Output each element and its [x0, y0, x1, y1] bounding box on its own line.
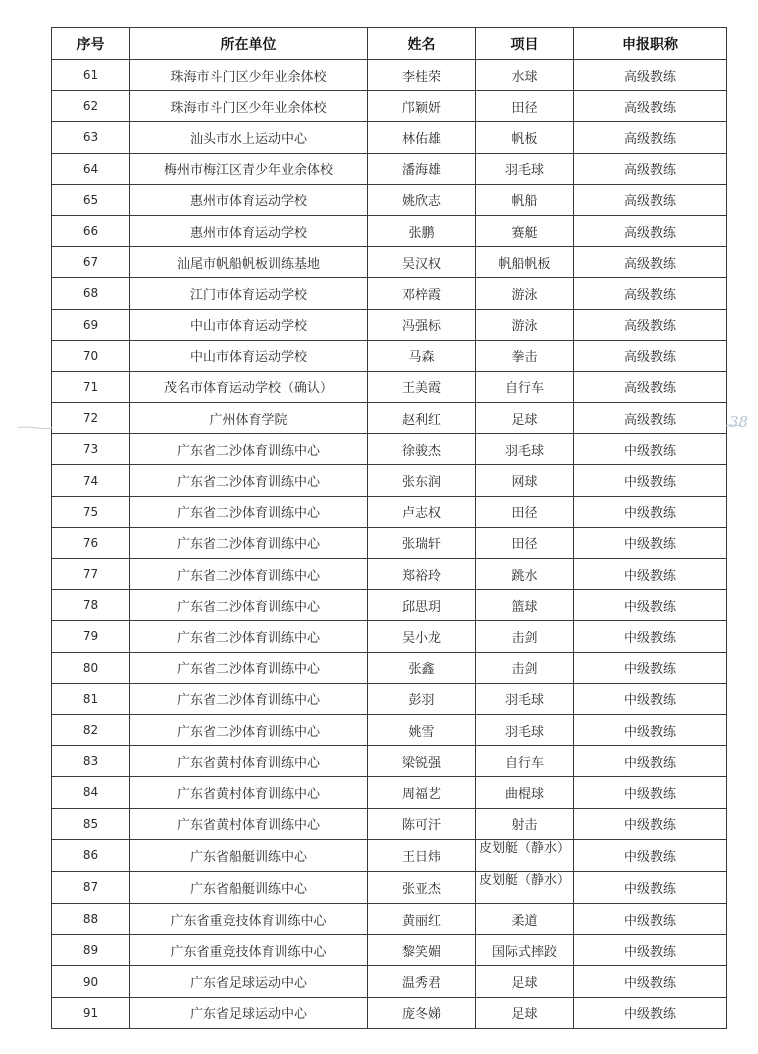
cell-name: 王日炜 [368, 839, 476, 871]
cell-index: 74 [52, 465, 130, 496]
cell-index: 64 [52, 153, 130, 184]
table-row [52, 966, 727, 997]
cell-name: 潘海雄 [368, 153, 476, 184]
cell-name: 周福艺 [368, 777, 476, 808]
cell-title: 中级教练 [574, 997, 727, 1028]
cell-index: 67 [52, 247, 130, 278]
cell-name: 彭羽 [368, 683, 476, 714]
cell-title: 中级教练 [574, 904, 727, 935]
cell-title: 中级教练 [574, 839, 727, 871]
cell-unit: 江门市体育运动学校 [130, 278, 368, 309]
cell-sport: 游泳 [476, 278, 574, 309]
cell-unit: 梅州市梅江区青少年业余体校 [130, 153, 368, 184]
cell-index: 89 [52, 935, 130, 966]
cell-name: 吴小龙 [368, 621, 476, 652]
cell-sport: 羽毛球 [476, 153, 574, 184]
cell-unit: 惠州市体育运动学校 [130, 215, 368, 246]
table-row [52, 434, 727, 465]
cell-sport: 柔道 [476, 904, 574, 935]
cell-sport: 田径 [476, 527, 574, 558]
cell-index: 75 [52, 496, 130, 527]
table-row [52, 215, 727, 246]
cell-sport: 帆板 [476, 122, 574, 153]
table-row [52, 278, 727, 309]
cell-unit: 广东省船艇训练中心 [130, 839, 368, 871]
cell-unit: 广东省二沙体育训练中心 [130, 465, 368, 496]
cell-unit: 广东省二沙体育训练中心 [130, 652, 368, 683]
cell-sport: 国际式摔跤 [476, 935, 574, 966]
cell-index: 81 [52, 683, 130, 714]
table-row [52, 60, 727, 91]
table-row [52, 621, 727, 652]
cell-unit: 珠海市斗门区少年业余体校 [130, 91, 368, 122]
cell-title: 中级教练 [574, 496, 727, 527]
cell-sport: 足球 [476, 966, 574, 997]
cell-title: 高级教练 [574, 278, 727, 309]
cell-title: 中级教练 [574, 714, 727, 745]
cell-unit: 广东省黄村体育训练中心 [130, 746, 368, 777]
cell-index: 90 [52, 966, 130, 997]
cell-unit: 广东省重竞技体育训练中心 [130, 904, 368, 935]
table-row [52, 559, 727, 590]
cell-title: 中级教练 [574, 683, 727, 714]
table-row [52, 871, 727, 903]
cell-name: 林佑雄 [368, 122, 476, 153]
margin-page-note: 38 [729, 413, 749, 431]
cell-sport: 网球 [476, 465, 574, 496]
cell-title: 中级教练 [574, 621, 727, 652]
cell-title: 高级教练 [574, 91, 727, 122]
cell-title: 中级教练 [574, 871, 727, 903]
table-row [52, 527, 727, 558]
cell-index: 61 [52, 60, 130, 91]
cell-index: 63 [52, 122, 130, 153]
cell-index: 80 [52, 652, 130, 683]
cell-sport: 羽毛球 [476, 683, 574, 714]
cell-sport: 拳击 [476, 340, 574, 371]
cell-name: 张鑫 [368, 652, 476, 683]
cell-title: 高级教练 [574, 153, 727, 184]
cell-title: 中级教练 [574, 652, 727, 683]
cell-title: 中级教练 [574, 808, 727, 839]
cell-name: 冯强标 [368, 309, 476, 340]
cell-index: 73 [52, 434, 130, 465]
cell-title: 高级教练 [574, 215, 727, 246]
table-row [52, 590, 727, 621]
table-row [52, 935, 727, 966]
cell-name: 郑裕玲 [368, 559, 476, 590]
header-name: 姓名 [368, 28, 476, 60]
cell-title: 高级教练 [574, 309, 727, 340]
cell-title: 中级教练 [574, 777, 727, 808]
table-row [52, 839, 727, 871]
cell-unit: 惠州市体育运动学校 [130, 184, 368, 215]
cell-index: 66 [52, 215, 130, 246]
cell-name: 张瑞轩 [368, 527, 476, 558]
cell-name: 陈可汗 [368, 808, 476, 839]
table-row [52, 808, 727, 839]
cell-title: 中级教练 [574, 527, 727, 558]
cell-unit: 广东省二沙体育训练中心 [130, 590, 368, 621]
cell-name: 黄丽红 [368, 904, 476, 935]
table-row [52, 91, 727, 122]
cell-unit: 广东省重竞技体育训练中心 [130, 935, 368, 966]
cell-name: 邓梓霞 [368, 278, 476, 309]
cell-title: 高级教练 [574, 403, 727, 434]
cell-index: 84 [52, 777, 130, 808]
cell-sport: 皮划艇（静水） [476, 839, 574, 871]
cell-sport: 田径 [476, 496, 574, 527]
cell-unit: 中山市体育运动学校 [130, 340, 368, 371]
table-row [52, 403, 727, 434]
cell-index: 82 [52, 714, 130, 745]
cell-name: 张鹏 [368, 215, 476, 246]
cell-sport: 帆船 [476, 184, 574, 215]
cell-title: 高级教练 [574, 60, 727, 91]
cell-index: 72 [52, 403, 130, 434]
coach-title-table [51, 27, 727, 1029]
cell-name: 梁锐强 [368, 746, 476, 777]
cell-unit: 广东省二沙体育训练中心 [130, 559, 368, 590]
cell-sport: 自行车 [476, 371, 574, 402]
header-index: 序号 [52, 28, 130, 60]
cell-sport: 水球 [476, 60, 574, 91]
cell-name: 邝颖妍 [368, 91, 476, 122]
cell-sport: 田径 [476, 91, 574, 122]
cell-sport: 自行车 [476, 746, 574, 777]
table-row [52, 777, 727, 808]
table-row [52, 247, 727, 278]
cell-sport: 足球 [476, 403, 574, 434]
cell-unit: 广东省二沙体育训练中心 [130, 714, 368, 745]
cell-name: 姚欣志 [368, 184, 476, 215]
header-unit: 所在单位 [130, 28, 368, 60]
cell-title: 高级教练 [574, 184, 727, 215]
table-row [52, 496, 727, 527]
cell-unit: 广东省二沙体育训练中心 [130, 527, 368, 558]
cell-unit: 汕尾市帆船帆板训练基地 [130, 247, 368, 278]
cell-name: 张东润 [368, 465, 476, 496]
cell-index: 79 [52, 621, 130, 652]
cell-title: 高级教练 [574, 340, 727, 371]
cell-unit: 中山市体育运动学校 [130, 309, 368, 340]
cell-unit: 茂名市体育运动学校（确认） [130, 371, 368, 402]
cell-name: 邱思玥 [368, 590, 476, 621]
table-row [52, 153, 727, 184]
header-title: 申报职称 [574, 28, 727, 60]
table-row [52, 714, 727, 745]
table-row [52, 652, 727, 683]
cell-index: 91 [52, 997, 130, 1028]
table-row [52, 904, 727, 935]
cell-sport: 射击 [476, 808, 574, 839]
cell-sport: 篮球 [476, 590, 574, 621]
cell-title: 高级教练 [574, 371, 727, 402]
table-row [52, 309, 727, 340]
cell-index: 77 [52, 559, 130, 590]
cell-index: 69 [52, 309, 130, 340]
table-row [52, 371, 727, 402]
cell-index: 65 [52, 184, 130, 215]
cell-sport: 羽毛球 [476, 434, 574, 465]
cell-title: 中级教练 [574, 966, 727, 997]
cell-sport: 跳水 [476, 559, 574, 590]
table-row [52, 683, 727, 714]
cell-title: 高级教练 [574, 247, 727, 278]
cell-unit: 广东省二沙体育训练中心 [130, 621, 368, 652]
cell-name: 吴汉权 [368, 247, 476, 278]
table-row [52, 340, 727, 371]
pencil-mark-left [18, 426, 52, 429]
cell-index: 85 [52, 808, 130, 839]
table-row [52, 184, 727, 215]
cell-name: 徐骏杰 [368, 434, 476, 465]
cell-name: 王美霞 [368, 371, 476, 402]
cell-sport: 游泳 [476, 309, 574, 340]
cell-unit: 广东省二沙体育训练中心 [130, 683, 368, 714]
cell-name: 黎笑媚 [368, 935, 476, 966]
cell-index: 76 [52, 527, 130, 558]
cell-name: 张亚杰 [368, 871, 476, 903]
cell-title: 中级教练 [574, 465, 727, 496]
cell-unit: 广东省黄村体育训练中心 [130, 808, 368, 839]
cell-index: 78 [52, 590, 130, 621]
cell-name: 马森 [368, 340, 476, 371]
cell-sport: 羽毛球 [476, 714, 574, 745]
cell-title: 中级教练 [574, 590, 727, 621]
table-header-row [52, 28, 727, 60]
cell-name: 温秀君 [368, 966, 476, 997]
cell-index: 83 [52, 746, 130, 777]
cell-sport: 皮划艇（静水） [476, 871, 574, 903]
cell-name: 李桂荣 [368, 60, 476, 91]
cell-unit: 广东省足球运动中心 [130, 966, 368, 997]
cell-sport: 赛艇 [476, 215, 574, 246]
cell-title: 高级教练 [574, 122, 727, 153]
cell-unit: 广东省二沙体育训练中心 [130, 496, 368, 527]
cell-index: 68 [52, 278, 130, 309]
cell-title: 中级教练 [574, 935, 727, 966]
cell-sport: 击剑 [476, 652, 574, 683]
cell-sport: 击剑 [476, 621, 574, 652]
cell-unit: 广东省黄村体育训练中心 [130, 777, 368, 808]
cell-sport: 帆船帆板 [476, 247, 574, 278]
cell-title: 中级教练 [574, 559, 727, 590]
cell-index: 70 [52, 340, 130, 371]
table-row [52, 465, 727, 496]
table-row [52, 122, 727, 153]
table-row [52, 997, 727, 1028]
cell-index: 86 [52, 839, 130, 871]
cell-name: 姚雪 [368, 714, 476, 745]
cell-sport: 曲棍球 [476, 777, 574, 808]
cell-unit: 广东省足球运动中心 [130, 997, 368, 1028]
cell-index: 71 [52, 371, 130, 402]
cell-index: 62 [52, 91, 130, 122]
cell-unit: 广东省船艇训练中心 [130, 871, 368, 903]
cell-unit: 广东省二沙体育训练中心 [130, 434, 368, 465]
header-sport: 项目 [476, 28, 574, 60]
cell-sport: 足球 [476, 997, 574, 1028]
cell-name: 庞冬娣 [368, 997, 476, 1028]
cell-title: 中级教练 [574, 746, 727, 777]
cell-name: 卢志权 [368, 496, 476, 527]
table-row [52, 746, 727, 777]
cell-title: 中级教练 [574, 434, 727, 465]
cell-unit: 广州体育学院 [130, 403, 368, 434]
cell-name: 赵利红 [368, 403, 476, 434]
cell-unit: 汕头市水上运动中心 [130, 122, 368, 153]
cell-index: 87 [52, 871, 130, 903]
cell-unit: 珠海市斗门区少年业余体校 [130, 60, 368, 91]
cell-index: 88 [52, 904, 130, 935]
table-body [52, 60, 727, 1029]
